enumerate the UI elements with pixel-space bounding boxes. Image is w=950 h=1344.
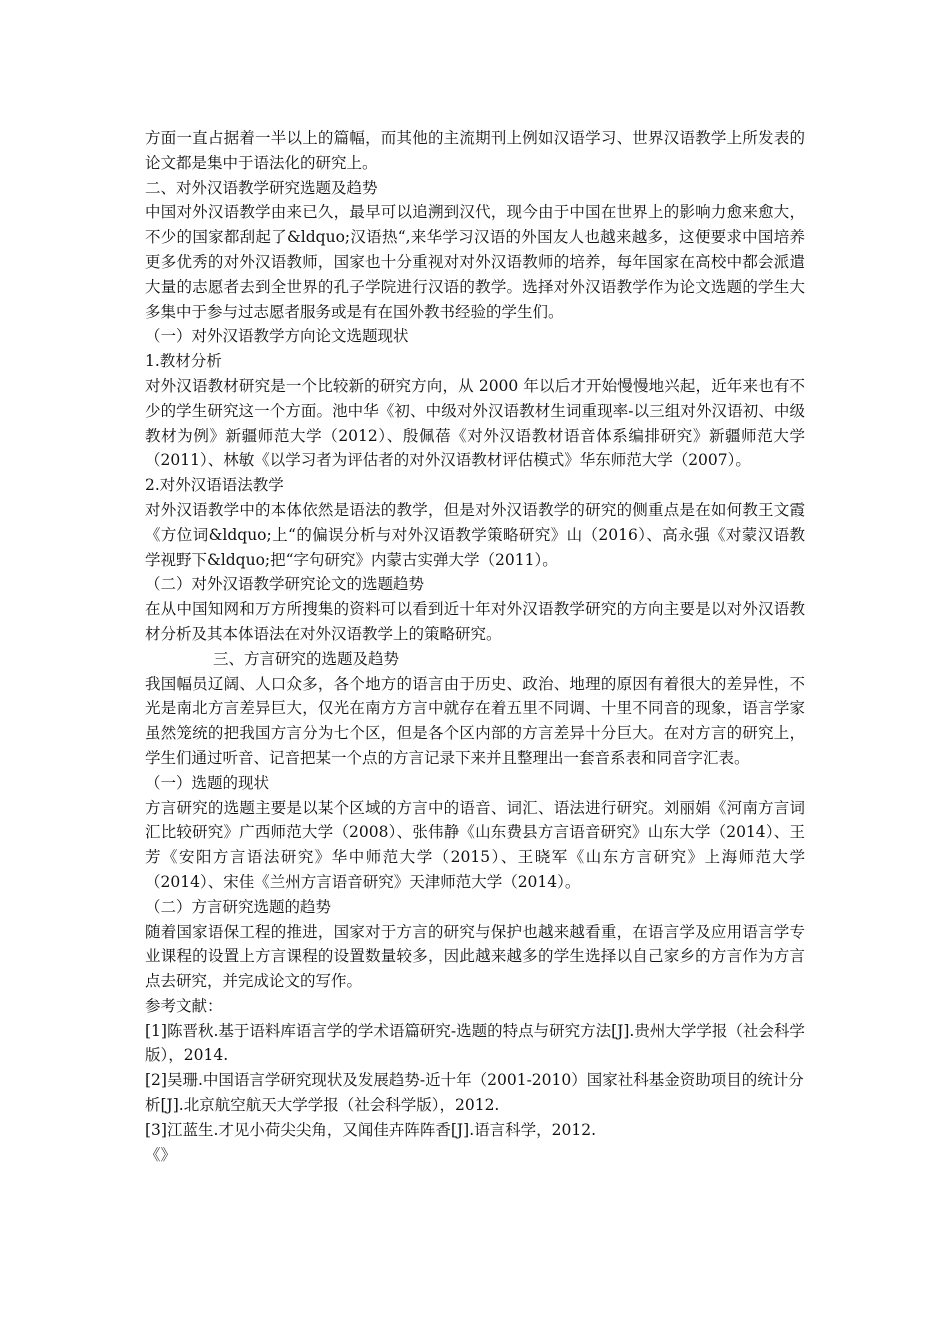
reference-item-2: [2]吴珊.中国语言学研究现状及发展趋势-近十年（2001-2010）国家社科基金资助项目的统计分析[J].北京航空航天大学学报（社会科学版），2012. [145,1071,804,1115]
references-heading: 参考文献： [145,996,223,1015]
paragraph-tcsl-background: 中国对外汉语教学由来已久，最早可以追溯到汉代，现今由于中国在世界上的影响力愈来愈大，不少的国家都刮起了&ldquo;汉语热“,来华学习汉语的外国友人也越来越多，这便要求中国培养更多优秀的对外汉语教师，国家也十分重视对对外汉语教师的培养，每年国家在高校中都会派遣大量的志愿者去到全世界的孔子学院进行汉语的教学。选择对外汉语教学作为论文选题的学生大多集中于参与过志愿者服务或是有在国外教书经验的学生们。 [145,203,805,321]
paragraph-dialect-status: 方言研究的选题主要是以某个区域的方言中的语音、词汇、语法进行研究。刘丽娟《河南方言词汇比较研究》广西师范大学（2008）、张伟静《山东费县方言语音研究》山东大学（2014）、王芳《安阳方言语法研究》华中师范大学（2015）、王晓军《山东方言研究》上海师范大学（2014）、宋佳《兰州方言语音研究》天津师范大学（2014）。 [145,798,805,891]
paragraph-intro-continuation: 方面一直占据着一半以上的篇幅，而其他的主流期刊上例如汉语学习、世界汉语教学上所发表的论文都是集中于语法化的研究上。 [145,129,805,172]
subsection-heading-dialect-status: （一）选题的现状 [145,773,270,792]
item-heading-textbook-analysis: 1.教材分析 [145,352,222,371]
paragraph-dialect-background: 我国幅员辽阔、人口众多，各个地方的语言由于历史、政治、地理的原因有着很大的差异性，不光是南北方言差异巨大，仅光在南方方言中就存在着五里不同调、十里不同音的现象，语言学家虽然笼统的把我国方言分为七个区，但是各个区内部的方言差异十分巨大。在对方言的研究上，学生们通过听音、记音把某一个点的方言记录下来并且整理出一套音系表和同音字汇表。 [145,674,805,767]
reference-item-3: [3]江蓝生.才见小荷尖尖角，又闻佳卉阵阵香[J].语言科学，2012. [145,1120,596,1139]
paragraph-grammar-teaching: 对外汉语教学中的本体依然是语法的教学，但是对外汉语教学的研究的侧重点是在如何教王文霞《方位词&ldquo;上“的偏误分析与对外汉语教学策略研究》山（2016）、高永强《对蒙汉语教学视野下&ldquo;把“字句研究》内蒙古实弹大学（2011）。 [145,500,805,569]
paragraph-dialect-trend: 随着国家语保工程的推进，国家对于方言的研究与保护也越来越看重，在语言学及应用语言学专业课程的设置上方言课程的设置数量较多，因此越来越多的学生选择以自己家乡的方言作为方言点去研究，并完成论文的写作。 [145,922,805,991]
section-heading-3: 三、方言研究的选题及趋势 [213,649,400,668]
subsection-heading-tcsl-trend: （二）对外汉语教学研究论文的选题趋势 [145,575,425,594]
subsection-heading-dialect-trend: （二）方言研究选题的趋势 [145,897,332,916]
book-title-marks: 《》 [145,1145,177,1164]
subsection-heading-tcsl-status: （一）对外汉语教学方向论文选题现状 [145,327,409,346]
section-heading-2: 二、对外汉语教学研究选题及趋势 [145,178,378,197]
document-page [145,126,805,1167]
reference-item-1: [1]陈晋秋.基于语料库语言学的学术语篇研究-选题的特点与研究方法[J].贵州大学学报（社会科学版），2014. [145,1021,805,1065]
paragraph-textbook-analysis: 对外汉语教材研究是一个比较新的研究方向，从 2000 年以后才开始慢慢地兴起，近年来也有不少的学生研究这一个方面。池中华《初、中级对外汉语教材生词重现率-以三组对外汉语初、中级教材为例》新疆师范大学（2012）、殷佩蓓《对外汉语教材语音体系编排研究》新疆师范大学（2011）、林敏《以学习者为评估者的对外汉语教材评估模式》华东师范大学（2007）。 [145,376,805,470]
item-heading-grammar-teaching: 2.对外汉语语法教学 [145,476,284,495]
paragraph-tcsl-trend: 在从中国知网和万方所搜集的资料可以看到近十年对外汉语教学研究的方向主要是以对外汉语教材分析及其本体语法在对外汉语教学上的策略研究。 [145,600,805,643]
